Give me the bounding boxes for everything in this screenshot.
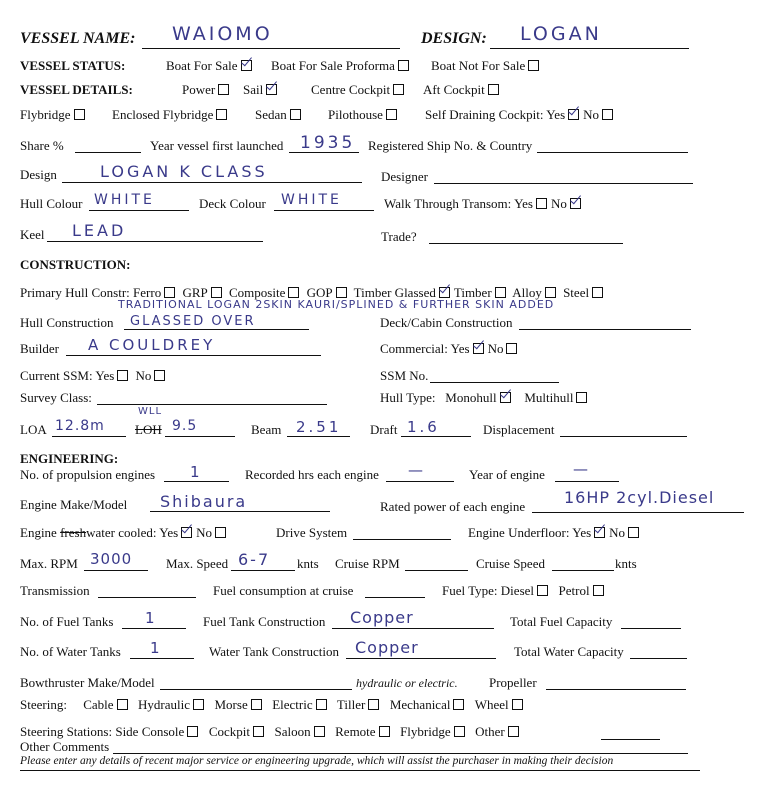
keel-line	[47, 241, 263, 242]
year-line	[289, 152, 359, 153]
status-for-sale[interactable]: Boat For Sale	[166, 58, 256, 74]
recorded-hrs-label: Recorded hrs each engine	[245, 467, 379, 482]
checkbox-icon[interactable]	[193, 699, 204, 710]
design-line	[490, 48, 689, 49]
num-engines-line	[164, 481, 229, 482]
detail-flybridge[interactable]: Flybridge	[20, 107, 89, 123]
detail-sail[interactable]: Sail	[243, 82, 281, 98]
loh-label: LOH	[135, 422, 162, 437]
detail-power[interactable]: Power	[182, 82, 233, 98]
transmission-label: Transmission	[20, 583, 90, 598]
num-engines-label: No. of propulsion engines	[20, 467, 156, 482]
loa-value[interactable]: 12.8m	[55, 418, 105, 434]
detail-pilothouse[interactable]: Pilothouse	[328, 107, 401, 123]
deck-colour-label: Deck Colour	[199, 196, 266, 211]
design-field-value[interactable]: LOGAN K CLASS	[100, 162, 268, 181]
other-station-line[interactable]	[601, 739, 660, 740]
water-tanks-value[interactable]: 1	[150, 639, 163, 657]
cruise-speed-unit: knts	[615, 556, 637, 571]
keel-label: Keel	[20, 227, 45, 242]
total-water-label: Total Water Capacity	[514, 644, 624, 659]
beam-line	[287, 436, 350, 437]
primary-hull-construction: Primary Hull Constr: Ferro GRP Composite GOP Timber Glassed Timber Alloy Steel	[20, 285, 607, 301]
checkbox-icon[interactable]	[336, 287, 347, 298]
checkbox-icon[interactable]	[453, 699, 464, 710]
designer-label: Designer	[381, 169, 428, 184]
checkbox-icon[interactable]	[164, 287, 175, 298]
status-for-sale-proforma[interactable]: Boat For Sale Proforma	[271, 58, 413, 74]
recorded-hrs-value[interactable]: —	[408, 461, 423, 479]
checkbox-icon[interactable]	[316, 699, 327, 710]
current-ssm[interactable]: Current SSM: Yes No	[20, 368, 169, 384]
design-field-label: Design	[20, 167, 57, 182]
checkbox-checked-icon[interactable]	[181, 527, 192, 538]
checkbox-icon[interactable]	[488, 84, 499, 95]
survey-class-line[interactable]	[97, 404, 327, 405]
checkbox-icon[interactable]	[314, 726, 325, 737]
checkbox-icon[interactable]	[393, 84, 404, 95]
checkbox-icon[interactable]	[290, 109, 301, 120]
beam-label: Beam	[251, 422, 282, 437]
hull-construction-line	[124, 329, 309, 330]
year-of-engine-value[interactable]: —	[573, 460, 588, 478]
other-comments-line[interactable]	[113, 753, 688, 754]
beam-value[interactable]: 2.51	[296, 418, 342, 436]
total-water-line[interactable]	[630, 658, 687, 659]
engine-make-label: Engine Make/Model	[20, 497, 128, 512]
vessel-name-line	[142, 48, 400, 49]
total-fuel-label: Total Fuel Capacity	[510, 614, 613, 629]
design-value[interactable]: LOGAN	[520, 23, 602, 45]
deck-cabin-line[interactable]	[519, 329, 691, 330]
fuel-tanks-line	[122, 628, 186, 629]
fuel-type[interactable]: Fuel Type: Diesel Petrol	[442, 583, 608, 599]
checkbox-icon[interactable]	[602, 109, 613, 120]
checkbox-icon[interactable]	[528, 60, 539, 71]
registered-ship-label: Registered Ship No. & Country	[368, 138, 533, 153]
checkbox-icon[interactable]	[506, 343, 517, 354]
checkbox-icon[interactable]	[251, 699, 262, 710]
checkbox-icon[interactable]	[218, 84, 229, 95]
drive-system-label: Drive System	[276, 525, 348, 540]
max-speed-value[interactable]: 6-7	[238, 550, 271, 569]
transmission-line[interactable]	[98, 597, 196, 598]
checkbox-icon[interactable]	[253, 726, 264, 737]
design-label: DESIGN:	[421, 30, 487, 47]
construction-heading: CONSTRUCTION:	[20, 257, 131, 272]
hull-colour-label: Hull Colour	[20, 196, 83, 211]
displacement-label: Displacement	[483, 422, 555, 437]
checkbox-icon[interactable]	[117, 699, 128, 710]
steering-stations[interactable]: Steering Stations: Side Console Cockpit Saloon Remote Flybridge Other	[20, 724, 523, 740]
year-launched-value[interactable]: 1935	[300, 133, 356, 153]
max-rpm-value[interactable]: 3000	[90, 550, 133, 568]
checkbox-icon[interactable]	[117, 370, 128, 381]
other-comments-label: Other Comments	[20, 739, 110, 754]
checkbox-checked-icon[interactable]	[241, 60, 252, 71]
survey-class-label: Survey Class:	[20, 390, 92, 405]
checkbox-icon[interactable]	[398, 60, 409, 71]
ssm-no-line[interactable]	[430, 382, 559, 383]
checkbox-icon[interactable]	[454, 726, 465, 737]
loa-label: LOA	[20, 422, 47, 437]
fuel-tank-construction-value[interactable]: Copper	[350, 608, 414, 627]
rated-power-value[interactable]: 16HP 2cyl.Diesel	[564, 488, 715, 507]
builder-line	[66, 355, 321, 356]
recorded-hrs-line	[386, 481, 454, 482]
rated-power-line	[532, 512, 744, 513]
vessel-name-value[interactable]: WAIOMO	[172, 23, 273, 45]
max-rpm-label: Max. RPM	[20, 556, 78, 571]
instructions-text: Please enter any details of recent major service or engineering upgrade, which will assist the purchaser in making their decision	[20, 755, 614, 767]
propeller-label: Propeller	[489, 675, 537, 690]
fuel-consumption-line[interactable]	[365, 597, 425, 598]
rated-power-label: Rated power of each engine	[380, 499, 526, 514]
checkbox-icon[interactable]	[545, 287, 556, 298]
checkbox-checked-icon[interactable]	[439, 287, 450, 298]
bowthruster-label: Bowthruster Make/Model	[20, 675, 155, 690]
draft-value[interactable]: 1.6	[407, 418, 440, 436]
draft-line	[401, 436, 471, 437]
checkbox-icon[interactable]	[211, 287, 222, 298]
self-draining-cockpit[interactable]: Self Draining Cockpit: Yes No	[425, 107, 617, 123]
checkbox-checked-icon[interactable]	[570, 198, 581, 209]
builder-value[interactable]: A COULDREY	[88, 336, 216, 354]
deck-cabin-label: Deck/Cabin Construction	[380, 315, 513, 330]
checkbox-icon[interactable]	[576, 392, 587, 403]
checkbox-icon[interactable]	[154, 370, 165, 381]
max-speed-label: Max. Speed	[166, 556, 229, 571]
bowthruster-line[interactable]	[160, 689, 352, 690]
cruise-speed-label: Cruise Speed	[476, 556, 545, 571]
cruise-speed-line[interactable]	[552, 570, 614, 571]
checkbox-icon[interactable]	[592, 287, 603, 298]
deck-colour-value[interactable]: WHITE	[281, 192, 342, 208]
year-of-engine-label: Year of engine	[469, 467, 545, 482]
checkbox-icon[interactable]	[495, 287, 506, 298]
total-fuel-line[interactable]	[621, 628, 681, 629]
fuel-tank-construction-line	[332, 628, 494, 629]
checkbox-icon[interactable]	[288, 287, 299, 298]
hull-type[interactable]: Hull Type: Monohull Multihull	[380, 390, 591, 406]
loa-line	[52, 436, 126, 437]
detail-sedan[interactable]: Sedan	[255, 107, 305, 123]
walk-through-transom[interactable]: Walk Through Transom: Yes No	[384, 196, 585, 212]
lwl-line	[165, 436, 235, 437]
water-tanks-label: No. of Water Tanks	[20, 644, 121, 659]
checkbox-icon[interactable]	[379, 726, 390, 737]
checkbox-icon[interactable]	[536, 198, 547, 209]
lwl-note: WLL	[138, 406, 163, 417]
deck-colour-line	[274, 210, 374, 211]
checkbox-checked-icon[interactable]	[594, 527, 605, 538]
max-speed-unit: knts	[297, 556, 319, 571]
vessel-details-label: VESSEL DETAILS:	[20, 82, 133, 97]
checkbox-icon[interactable]	[508, 726, 519, 737]
share-label: Share %	[20, 138, 64, 153]
checkbox-icon[interactable]	[368, 699, 379, 710]
trade-label: Trade?	[381, 229, 417, 244]
detail-centre-cockpit[interactable]: Centre Cockpit	[311, 82, 408, 98]
trade-line[interactable]	[429, 243, 623, 244]
hull-colour-value[interactable]: WHITE	[94, 192, 155, 208]
water-tank-construction-label: Water Tank Construction	[209, 644, 339, 659]
hydraulic-or-electric: hydraulic or electric.	[356, 676, 458, 690]
status-not-for-sale[interactable]: Boat Not For Sale	[431, 58, 543, 74]
num-engines-value[interactable]: 1	[190, 463, 203, 481]
checkbox-icon[interactable]	[74, 109, 85, 120]
engine-cooled[interactable]: Engine freshwater cooled: Yes No	[20, 525, 230, 541]
keel-value[interactable]: LEAD	[72, 221, 127, 240]
designer-line[interactable]	[434, 183, 693, 184]
hull-construction-value[interactable]: GLASSED OVER	[130, 314, 256, 329]
water-tank-construction-value[interactable]: Copper	[355, 638, 419, 657]
water-tank-construction-line	[346, 658, 496, 659]
cruise-rpm-line[interactable]	[405, 570, 468, 571]
hull-colour-line	[89, 210, 189, 211]
share-line[interactable]	[75, 152, 141, 153]
checkbox-icon[interactable]	[512, 699, 523, 710]
ssm-no-label: SSM No.	[380, 368, 429, 383]
detail-enclosed-flybridge[interactable]: Enclosed Flybridge	[112, 107, 231, 123]
checkbox-checked-icon[interactable]	[266, 84, 277, 95]
propeller-line[interactable]	[546, 689, 686, 690]
checkbox-icon[interactable]	[215, 527, 226, 538]
engine-make-line	[150, 511, 330, 512]
checkbox-icon[interactable]	[593, 585, 604, 596]
construction-note: TRADITIONAL LOGAN 2SKIN KAURI/SPLINED & FURTHER SKIN ADDED	[118, 298, 555, 311]
fuel-tanks-value[interactable]: 1	[145, 609, 158, 627]
checkbox-checked-icon[interactable]	[568, 109, 579, 120]
engine-underfloor[interactable]: Engine Underfloor: Yes No	[468, 525, 643, 541]
registered-line[interactable]	[537, 152, 688, 153]
engineering-heading: ENGINEERING:	[20, 451, 119, 466]
detail-aft-cockpit[interactable]: Aft Cockpit	[423, 82, 503, 98]
fuel-consumption-label: Fuel consumption at cruise	[213, 583, 354, 598]
draft-label: Draft	[370, 422, 398, 437]
hull-construction-label: Hull Construction	[20, 315, 114, 330]
checkbox-icon[interactable]	[216, 109, 227, 120]
checkbox-icon[interactable]	[628, 527, 639, 538]
year-of-engine-line	[555, 481, 619, 482]
water-tanks-line	[130, 658, 194, 659]
checkbox-icon[interactable]	[537, 585, 548, 596]
vessel-status-label: VESSEL STATUS:	[20, 58, 126, 73]
year-launched-label: Year vessel first launched	[150, 138, 284, 153]
design-field-line	[62, 182, 362, 183]
cruise-rpm-label: Cruise RPM	[335, 556, 400, 571]
vessel-name-label: VESSEL NAME:	[20, 30, 136, 47]
checkbox-checked-icon[interactable]	[500, 392, 511, 403]
fuel-tank-construction-label: Fuel Tank Construction	[203, 614, 326, 629]
max-rpm-line	[84, 570, 148, 571]
fuel-tanks-label: No. of Fuel Tanks	[20, 614, 114, 629]
checkbox-checked-icon[interactable]	[473, 343, 484, 354]
checkbox-icon[interactable]	[386, 109, 397, 120]
lwl-value[interactable]: 9.5	[172, 418, 198, 434]
drive-system-line[interactable]	[353, 539, 451, 540]
displacement-line[interactable]	[560, 436, 687, 437]
max-speed-line	[231, 570, 295, 571]
comments-line-bottom[interactable]	[20, 770, 700, 771]
commercial[interactable]: Commercial: Yes No	[380, 341, 521, 357]
steering[interactable]: Steering: Cable Hydraulic Morse Electric Tiller Mechanical Wheel	[20, 697, 527, 713]
engine-make-value[interactable]: Shibaura	[160, 492, 248, 511]
checkbox-icon[interactable]	[187, 726, 198, 737]
builder-label: Builder	[20, 341, 59, 356]
